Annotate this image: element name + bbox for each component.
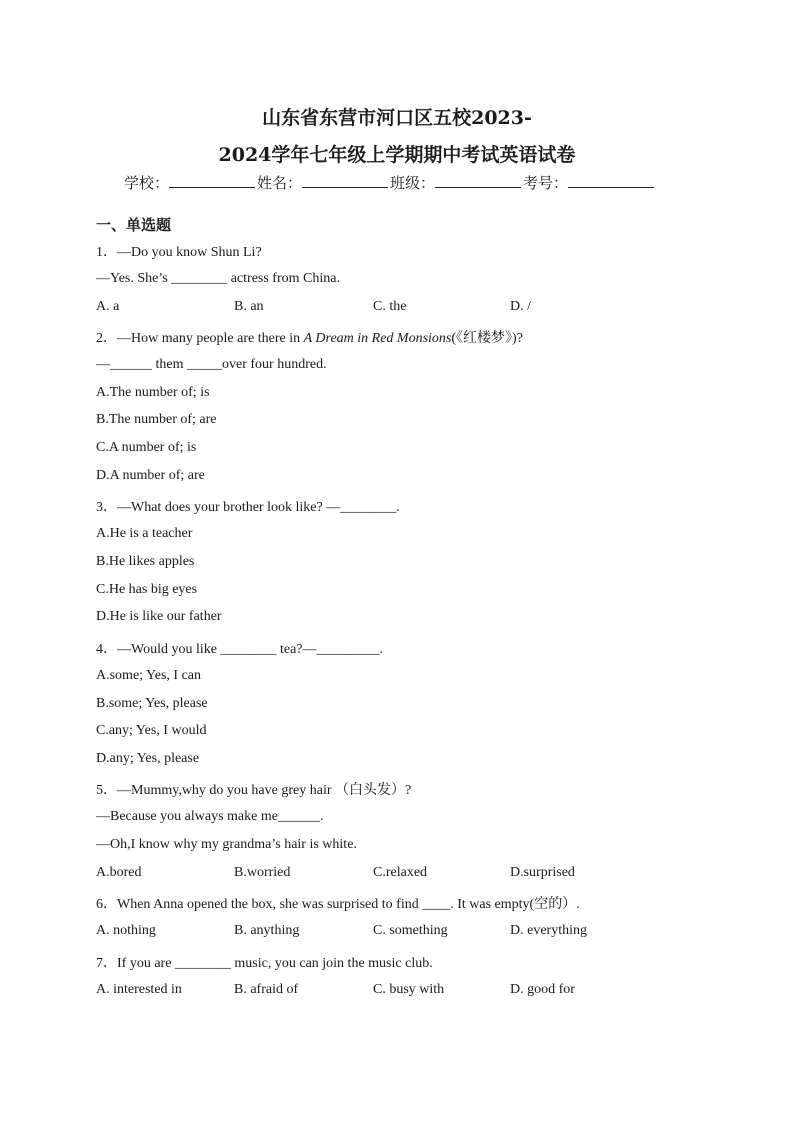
q1-stem: 1．—Do you know Shun Li? [96,245,262,260]
school-blank[interactable] [169,173,255,188]
q2-stem-pre: 2．—How many people are there in [96,331,304,346]
q7-options [96,982,656,1000]
q3-option-b[interactable]: B.He likes apples [96,554,195,569]
name-blank[interactable] [302,173,388,188]
class-blank[interactable] [435,173,521,188]
q5-line2: —Because you always make me______. [96,809,324,824]
name-label: 姓名： [257,174,303,192]
q5-line3: —Oh,I know why my grandma’s hair is white. [96,837,357,852]
q1-option-a[interactable]: A. a [96,299,120,314]
q4-option-a[interactable]: A.some; Yes, I can [96,668,201,683]
q5-stem: 5．—Mummy,why do you have grey hair （白头发）? [96,783,412,798]
q1-line2: —Yes. She’s ________ actress from China. [96,271,340,286]
class-label: 班级： [390,174,436,192]
q5-option-a[interactable]: A.bored [96,865,142,880]
q1-options [96,299,656,317]
q6-option-c[interactable]: C. something [373,923,448,938]
q2-option-d[interactable]: D.A number of; are [96,468,205,483]
q3-stem: 3．—What does your brother look like? —________. [96,500,400,515]
q5-option-d[interactable]: D.surprised [510,865,575,880]
q5-option-c[interactable]: C.relaxed [373,865,428,880]
student-info-row [124,172,656,193]
q7-option-a[interactable]: A. interested in [96,982,182,997]
q4-option-b[interactable]: B.some; Yes, please [96,696,208,711]
q6-option-b[interactable]: B. anything [234,923,300,938]
q3-option-a[interactable]: A.He is a teacher [96,526,193,541]
q4-option-c[interactable]: C.any; Yes, I would [96,723,207,738]
q7-stem: 7．If you are ________ music, you can join the music club. [96,956,433,971]
q1-option-c[interactable]: C. the [373,299,407,314]
q7-option-c[interactable]: C. busy with [373,982,445,997]
q4-option-d[interactable]: D.any; Yes, please [96,751,200,766]
exam-title-line1: 山东省东营市河口区五校2023- [262,107,532,129]
q6-options [96,923,656,941]
q4-stem: 4．—Would you like ________ tea?—_________. [96,642,384,657]
section-title: 一、单选题 [96,216,172,234]
school-label: 学校： [124,174,170,192]
q1-option-d[interactable]: D. / [510,299,531,314]
number-label: 考号： [523,174,569,192]
q2-book-title: A Dream in Red Monsions [303,331,452,346]
q2-option-c[interactable]: C.A number of; is [96,440,197,455]
q3-option-c[interactable]: C.He has big eyes [96,582,198,597]
q7-option-d[interactable]: D. good for [510,982,575,997]
q7-option-b[interactable]: B. afraid of [234,982,299,997]
q2-stem-post: (《红楼梦》)? [451,331,523,346]
q2-stem [96,327,523,347]
q6-option-d[interactable]: D. everything [510,923,587,938]
q3-option-d[interactable]: D.He is like our father [96,609,222,624]
q6-option-a[interactable]: A. nothing [96,923,156,938]
q2-option-b[interactable]: B.The number of; are [96,412,217,427]
q2-line2: —______ them _____over four hundred. [96,357,327,372]
q5-options [96,865,656,883]
q5-option-b[interactable]: B.worried [234,865,291,880]
exam-title-line2: 2024学年七年级上学期期中考试英语试卷 [218,144,576,166]
q2-option-a[interactable]: A.The number of; is [96,385,210,400]
q1-option-b[interactable]: B. an [234,299,264,314]
number-blank[interactable] [568,173,654,188]
q6-stem: 6．When Anna opened the box, she was surprised to find ____. It was empty(空的）. [96,897,580,912]
